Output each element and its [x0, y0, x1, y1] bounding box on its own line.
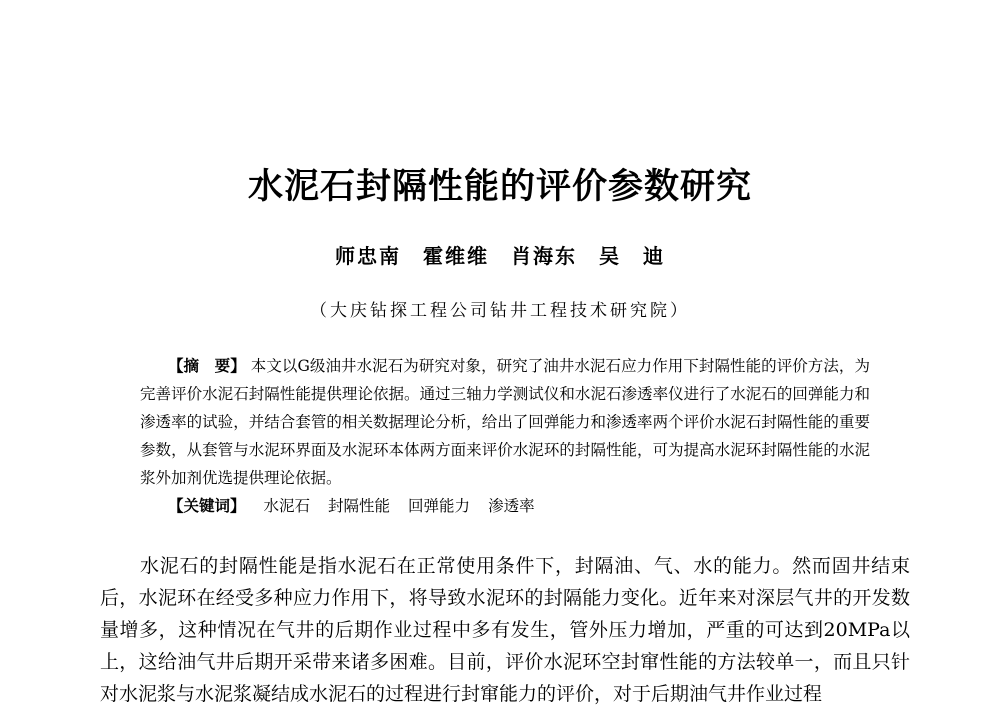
abstract-text: 本文以G级油井水泥石为研究对象，研究了油井水泥石应力作用下封隔性能的评价方法，为完善评价水泥石封隔性能提供理论依据。通过三轴力学测试仪和水泥石渗透率仪进行了水泥石的回弹能力和渗透率的试验，并结合套管的相关数据理论分析，给出了回弹能力和渗透率两个评价水泥石封隔性能的重要参数，从套管与水泥环界面及水泥环本体两方面来评价水泥环的封隔性能，可为提高水泥环封隔性能的水泥浆外加剂优选提供理论依据。 [140, 357, 870, 487]
keyword: 回弹能力 [408, 497, 471, 515]
abstract-label: 【摘 要】 [168, 356, 246, 375]
body-paragraph: 水泥石的封隔性能是指水泥石在正常使用条件下，封隔油、气、水的能力。然而固井结束后，水泥环在经受多种应力作用下，将导致水泥环的封隔能力变化。近年来对深层气井的开发数量增多，这种情况在气井的后期作业过程中多有发生，管外压力增加，严重的可达到20MPa以上，这给油气井后期开采带来诸多困难。目前，评价水泥环空封窜性能的方法较单一，而且只针对水泥浆与水泥浆凝结成水泥石的过程进行封窜能力的评价，对于后期油气井作业过程 [100, 555, 910, 705]
keywords [168, 492, 535, 520]
abstract [140, 352, 870, 492]
keywords-label: 【关键词】 [168, 496, 246, 515]
keyword: 封隔性能 [328, 497, 391, 515]
affiliation: （大庆钻探工程公司钻井工程技术研究院） [310, 301, 690, 321]
paper-title: 水泥石封隔性能的评价参数研究 [247, 166, 752, 207]
keyword: 水泥石 [263, 497, 311, 515]
keyword: 渗透率 [488, 497, 535, 515]
author-list: 师忠南 霍维维 肖海东 吴 迪 [335, 244, 665, 268]
